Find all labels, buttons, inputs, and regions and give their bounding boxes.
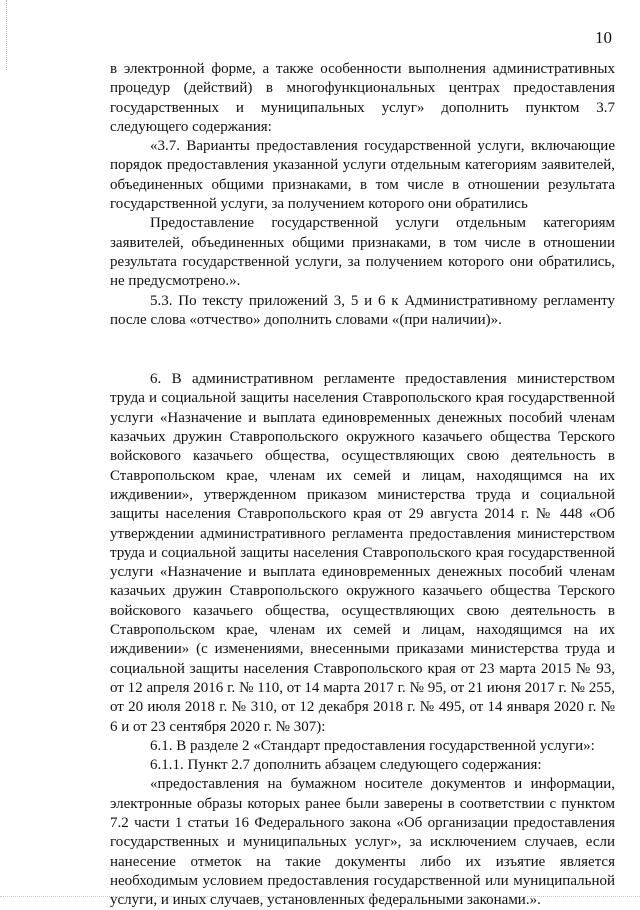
scan-edge-mark: [6, 0, 9, 70]
paragraph: «3.7. Варианты предоставления государственной услуги, включающие порядок предоставления указанной услуги отдельным категориям заявителей, объединенных общими признаками, в том числе в отношении результата государственной услуги, за получением которого они обратились: [110, 138, 615, 213]
paragraph: 5.3. По тексту приложений 3, 5 и 6 к Административному регламенту после слова «отчество» дополнить словами «(при наличии)».: [110, 292, 615, 328]
paragraph: 6.1.1. Пункт 2.7 дополнить абзацем следующего содержания:: [150, 757, 542, 774]
paragraph: «предоставления на бумажном носителе документов и информации, электронные образы которых ранее были заверены в соответствии с пунктом 7.2 части 1 статьи 16 Федерального закона «Об организации предоставления государственных и муниципальных услуг», за исключением случаев, если нанесение отметок на такие документы либо их изъятие является необходимым условием предоставления государственной или муниципальной услуги, и иных случаев, установленных федеральными законами.».: [110, 776, 615, 909]
page-number: 10: [595, 28, 612, 47]
paragraph: 6.1. В разделе 2 «Стандарт предоставления государственной услуги»:: [150, 737, 595, 754]
paragraph: 6. В административном регламенте предоставления министерством труда и социальной защиты населения Ставропольского края государственной услуги «Назначение и выплата единовременных денежных пособий членам казачьих дружин Ставропольского окружного казачьего общества Терского войскового казачьего общества, осуществляющих свою деятельность в Ставропольском крае, членам их семей и лицам, находящимся на их иждивении», утвержденном приказом министерства труда и социальной защиты населения Ставропольского края от 29 августа 2014 г. № 448 «Об утверждении административного регламента предоставления министерством труда и социальной защиты населения Ставропольского края государственной услуги «Назначение и выплата единовременных денежных пособий членам казачьих дружин Ставропольского окружного казачьего общества Терского войскового казачьего общества, осуществляющих свою деятельность в Ставропольском крае, членам их семей и лицам, находящимся на их иждивении» (с изменениями, внесенными приказами министерства труда и социальной защиты населения Ставропольского края от 23 марта 2015 № 93, от 12 апреля 2016 г. № 110, от 14 марта 2017 г. № 95, от 21 июня 2017 г. № 255, от 20 июля 2018 г. № 310, от 12 декабря 2018 г. № 495, от 14 января 2020 г. № 6 и от 23 сентября 2020 г. № 307):: [110, 371, 615, 735]
document-body: [110, 60, 615, 910]
paragraph: Предоставление государственной услуги отдельным категориям заявителей, объединенных общими признаками, в том числе в отношении результата государственной услуги, за получением которого они обратились, не предусмотрено.».: [110, 215, 615, 290]
paragraph: в электронной форме, а также особенности выполнения административных процедур (действий) в многофункциональных центрах предоставления государственных и муниципальных услуг» дополнить пунктом 3.7 следующего содержания:: [110, 61, 615, 135]
scan-edge-dots: [0, 896, 640, 899]
